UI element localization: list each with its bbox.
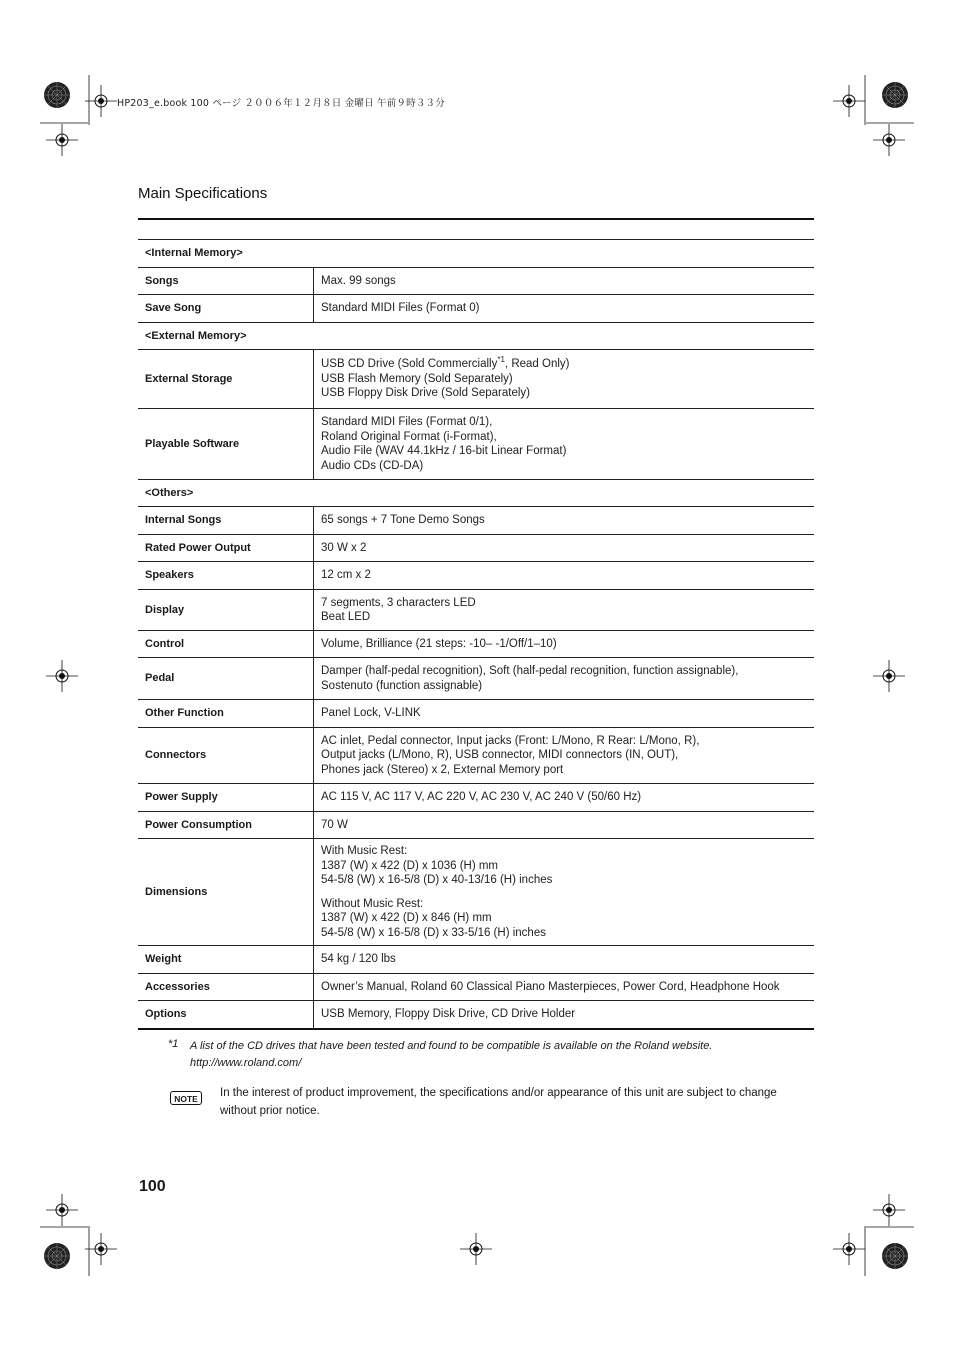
spec-label: Playable Software	[138, 409, 314, 480]
spec-value-line: USB Floppy Disk Drive (Sold Separately)	[321, 387, 530, 400]
spec-value-line: Output jacks (L/Mono, R), USB connector, MIDI connectors (IN, OUT),	[321, 749, 679, 762]
spec-value-line: AC inlet, Pedal connector, Input jacks (Front: L/Mono, R Rear: L/Mono, R),	[321, 734, 700, 747]
spec-label: Connectors	[138, 728, 314, 784]
spec-label: Weight	[138, 946, 314, 974]
spec-label: Other Function	[138, 700, 314, 728]
group-header-external-memory: <External Memory>	[138, 323, 814, 350]
spec-value-line: 7 segments, 3 characters LED	[321, 596, 476, 609]
group-header-others: <Others>	[138, 480, 814, 507]
spec-value: 54 kg / 120 lbs	[314, 946, 815, 974]
spec-value: 30 W x 2	[314, 535, 815, 562]
spec-label: Options	[138, 1001, 314, 1029]
spec-label: Dimensions	[138, 839, 314, 946]
spec-label: External Storage	[138, 350, 314, 409]
footnote-reference: *1	[497, 355, 505, 365]
spec-label: Speakers	[138, 562, 314, 590]
registration-mark	[833, 85, 865, 117]
registration-mark	[85, 85, 117, 117]
table-row	[138, 350, 814, 409]
page-title: Main Specifications	[138, 185, 268, 202]
registration-mark	[873, 124, 905, 156]
spec-value	[314, 409, 815, 480]
table-row	[138, 784, 814, 812]
spec-label: Rated Power Output	[138, 535, 314, 562]
spec-value	[314, 658, 815, 700]
specifications-table	[138, 239, 814, 1030]
spec-label: Power Supply	[138, 784, 314, 812]
table-row	[138, 658, 814, 700]
spec-label: Save Song	[138, 295, 314, 323]
table-row	[138, 268, 814, 295]
rosette-top-left	[44, 82, 70, 108]
footnote	[190, 1038, 790, 1072]
spec-value: USB Memory, Floppy Disk Drive, CD Drive Holder	[314, 1001, 815, 1029]
spec-label: Control	[138, 631, 314, 658]
spec-value: Standard MIDI Files (Format 0)	[314, 295, 815, 323]
spec-value: Owner’s Manual, Roland 60 Classical Piano Masterpieces, Power Cord, Headphone Hook	[314, 974, 815, 1001]
footnote-text: A list of the CD drives that have been tested and found to be compatible is available on the Roland website.	[190, 1040, 713, 1052]
spec-label: Pedal	[138, 658, 314, 700]
spec-value-line: , Read Only)	[504, 358, 570, 371]
rosette-bottom-left	[44, 1243, 70, 1269]
spec-value: Max. 99 songs	[314, 268, 815, 295]
spec-value-line: Without Music Rest:	[321, 897, 424, 910]
table-row	[138, 295, 814, 323]
table-row	[138, 700, 814, 728]
spec-value-line: 54-5/8 (W) x 16-5/8 (D) x 33-5/16 (H) inches	[321, 926, 546, 939]
table-row	[138, 480, 814, 507]
spec-value: 70 W	[314, 812, 815, 839]
registration-mark	[46, 124, 78, 156]
registration-mark	[833, 1233, 865, 1265]
group-header-internal-memory: <Internal Memory>	[138, 240, 814, 268]
spacer	[321, 888, 807, 897]
spec-value	[314, 839, 815, 946]
table-row	[138, 839, 814, 946]
footnote-mark: *1	[168, 1038, 179, 1050]
spec-value-line: Audio CDs (CD-DA)	[321, 459, 424, 472]
spec-value: AC 115 V, AC 117 V, AC 220 V, AC 230 V, AC 240 V (50/60 Hz)	[314, 784, 815, 812]
spec-value-line: Sostenuto (function assignable)	[321, 679, 483, 692]
registration-mark	[46, 660, 78, 692]
page-number: 100	[139, 1178, 166, 1195]
spec-value-line: Beat LED	[321, 611, 371, 623]
registration-mark	[873, 1194, 905, 1226]
spec-value: Panel Lock, V-LINK	[314, 700, 815, 728]
table-row	[138, 240, 814, 268]
spec-value	[314, 350, 815, 409]
footnote-url[interactable]: http://www.roland.com/	[190, 1057, 302, 1069]
note-badge: NOTE	[170, 1091, 202, 1105]
spec-value: Volume, Brilliance (21 steps: -10– -1/Off/1–10)	[314, 631, 815, 658]
table-row	[138, 562, 814, 590]
spec-label: Power Consumption	[138, 812, 314, 839]
spec-label: Accessories	[138, 974, 314, 1001]
table-row	[138, 507, 814, 535]
table-row	[138, 728, 814, 784]
registration-mark	[460, 1233, 492, 1265]
table-row	[138, 409, 814, 480]
spec-value-line: 1387 (W) x 422 (D) x 1036 (H) mm	[321, 859, 499, 872]
table-row	[138, 535, 814, 562]
spec-value-line: 54-5/8 (W) x 16-5/8 (D) x 40-13/16 (H) inches	[321, 874, 553, 886]
registration-mark	[85, 1233, 117, 1265]
spec-label: Internal Songs	[138, 507, 314, 535]
spec-value-line: Audio File (WAV 44.1kHz / 16-bit Linear Format)	[321, 445, 567, 457]
rosette-top-right	[882, 82, 908, 108]
spec-value-line: Roland Original Format (i-Format),	[321, 430, 497, 443]
spec-value-line: USB CD Drive (Sold Commercially	[321, 358, 498, 371]
spec-value	[314, 728, 815, 784]
title-rule	[138, 218, 814, 220]
table-row	[138, 974, 814, 1001]
spec-value-line: USB Flash Memory (Sold Separately)	[321, 372, 513, 385]
note-text: In the interest of product improvement, the specifications and/or appearance of this unit are subject to change without prior notice.	[220, 1087, 777, 1117]
spec-value: 65 songs + 7 Tone Demo Songs	[314, 507, 815, 535]
spec-label: Songs	[138, 268, 314, 295]
table-row	[138, 323, 814, 350]
table-row	[138, 631, 814, 658]
spec-value-line: Standard MIDI Files (Format 0/1),	[321, 416, 493, 428]
table-row	[138, 812, 814, 839]
table-row	[138, 946, 814, 974]
spec-value	[314, 590, 815, 631]
spec-value-line: Phones jack (Stereo) x 2, External Memory port	[321, 763, 564, 776]
table-row	[138, 1001, 814, 1029]
spec-value: 12 cm x 2	[314, 562, 815, 590]
registration-mark	[873, 660, 905, 692]
print-header: HP203_e.book 100 ページ ２００６年１２月８日 金曜日 午前９時３３分	[117, 98, 445, 109]
rosette-bottom-right	[882, 1243, 908, 1269]
table-row	[138, 590, 814, 631]
registration-mark	[46, 1194, 78, 1226]
spec-value-line: 1387 (W) x 422 (D) x 846 (H) mm	[321, 912, 492, 924]
spec-label: Display	[138, 590, 314, 631]
spec-value-line: With Music Rest:	[321, 845, 408, 857]
spec-value-line: Damper (half-pedal recognition), Soft (half-pedal recognition, function assignable),	[321, 665, 739, 677]
